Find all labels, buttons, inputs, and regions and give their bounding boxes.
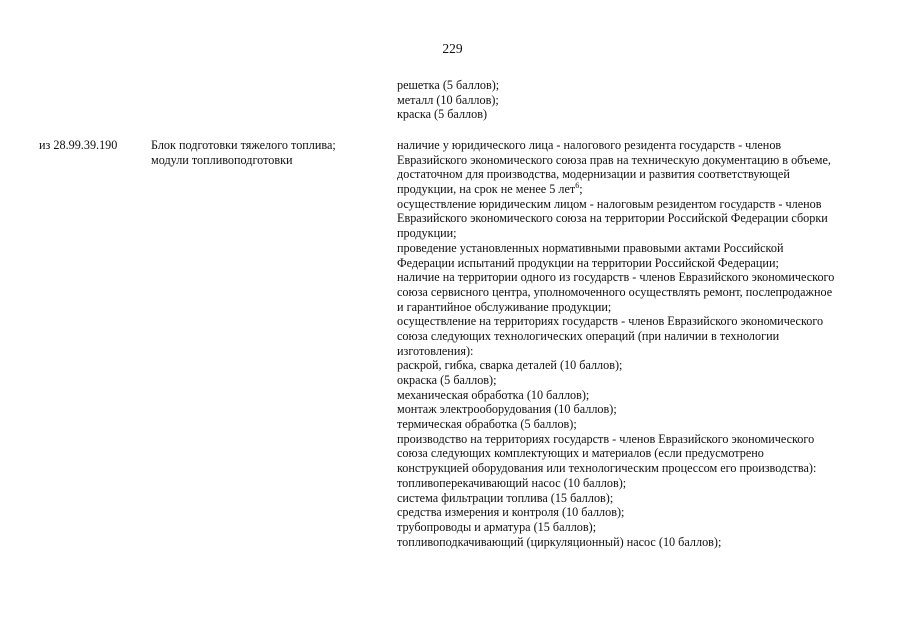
requirement-line: изготовления):: [397, 343, 474, 358]
requirement-line: Евразийского экономического союза прав на техническую документацию в объеме,: [397, 152, 831, 167]
requirement-line: механическая обработка (10 баллов);: [397, 387, 590, 402]
requirement-line: продукции;: [397, 226, 457, 241]
footnote-suffix: ;: [579, 182, 583, 197]
requirement-line: и гарантийное обслуживание продукции;: [397, 299, 612, 314]
continuation-line: металл (10 баллов);: [397, 92, 499, 107]
requirement-line: производство на территориях государств - членов Евразийского экономического: [397, 431, 815, 446]
requirement-line: осуществление на территориях государств - членов Евразийского экономического: [397, 314, 824, 329]
requirement-line: союза сервисного центра, уполномоченного осуществлять ремонт, послепродажное: [397, 284, 833, 299]
footnote-marker: 6: [575, 181, 580, 190]
requirement-line: средства измерения и контроля (10 баллов);: [397, 505, 625, 520]
requirement-line: топливоперекачивающий насос (10 баллов);: [397, 475, 627, 490]
requirement-line: раскрой, гибка, сварка деталей (10 баллов);: [397, 358, 623, 373]
requirement-line: союза следующих комплектующих и материалов (если предусмотрено: [397, 446, 764, 461]
product-name: [151, 138, 336, 167]
requirement-line: окраска (5 баллов);: [397, 373, 497, 387]
requirement-text: продукции, на срок не менее 5 лет: [397, 182, 576, 197]
requirement-line: наличие у юридического лица - налогового резидента государств - членов: [397, 138, 782, 152]
product-name-line: Блок подготовки тяжелого топлива;: [151, 138, 336, 152]
requirement-line: трубопроводы и арматура (15 баллов);: [397, 519, 597, 534]
requirement-line: система фильтрации топлива (15 баллов);: [397, 490, 614, 505]
requirement-line: достаточном для производства, модернизации и развития соответствующей: [397, 167, 790, 182]
requirement-line: конструкцией оборудования или технологическим процессом его производства):: [397, 461, 817, 476]
product-code: из 28.99.39.190: [39, 138, 118, 152]
requirement-line-with-footnote: [397, 182, 834, 197]
requirement-line: Федерации испытаний продукции на территории Российской Федерации;: [397, 255, 779, 270]
requirement-line: осуществление юридическим лицом - налоговым резидентом государств - членов: [397, 196, 822, 211]
requirements-cell: [397, 138, 834, 549]
continuation-line: краска (5 баллов): [397, 107, 488, 122]
requirement-line: топливоподкачивающий (циркуляционный) насос (10 баллов);: [397, 534, 722, 549]
requirement-line: термическая обработка (5 баллов);: [397, 417, 577, 432]
continuation-line: решетка (5 баллов);: [397, 78, 500, 92]
continuation-list: [397, 78, 499, 122]
requirement-line: наличие на территории одного из государств - членов Евразийского экономического: [397, 270, 835, 285]
product-name-line: модули топливоподготовки: [151, 152, 293, 167]
requirement-line: монтаж электрооборудования (10 баллов);: [397, 402, 617, 417]
requirement-line: союза следующих технологических операций (при наличии в технологии: [397, 328, 780, 343]
page-number: 229: [442, 41, 463, 56]
requirement-line: Евразийского экономического союза на территории Российской Федерации сборки: [397, 211, 828, 226]
requirement-line: проведение установленных нормативными правовыми актами Российской: [397, 240, 784, 255]
